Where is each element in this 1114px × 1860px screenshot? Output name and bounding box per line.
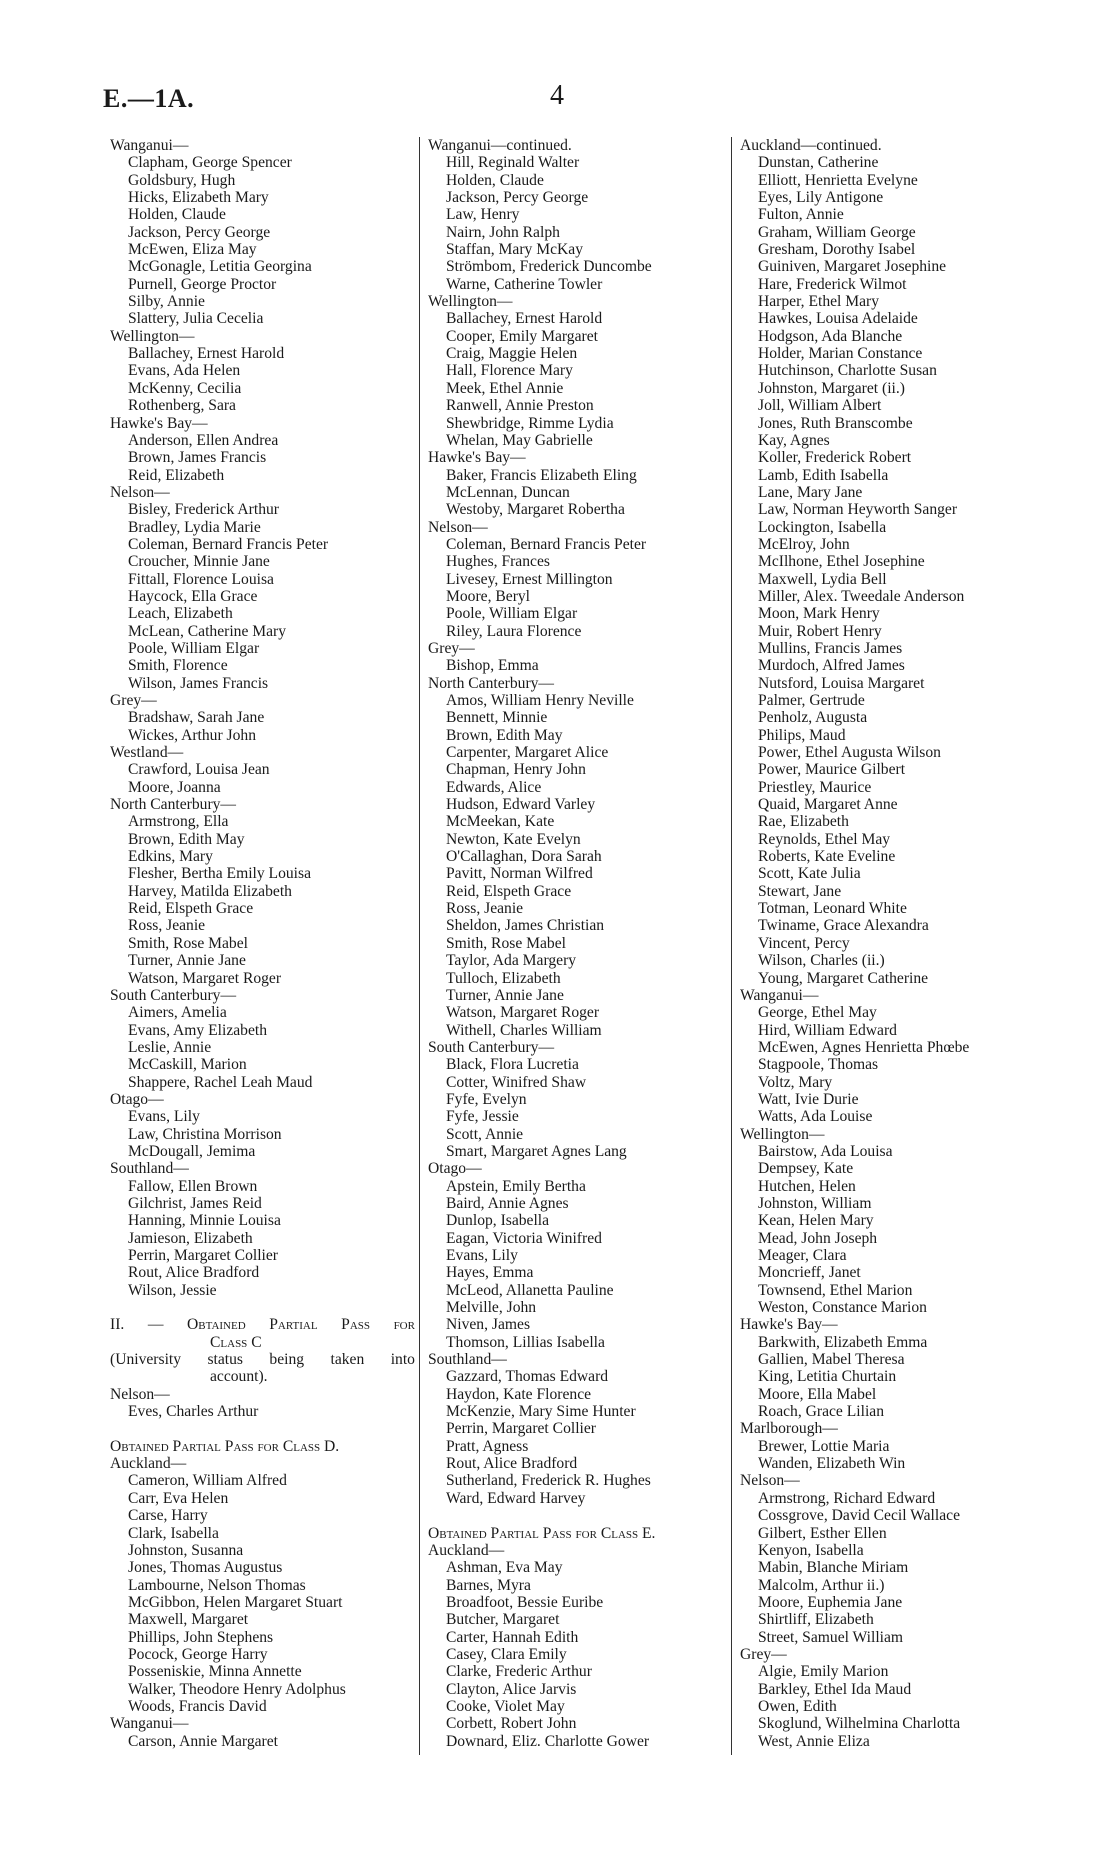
name-entry: Aimers, Amelia [128,1004,227,1022]
name-entry: O'Callaghan, Dora Sarah [446,848,602,866]
name-entry: Slattery, Julia Cecelia [128,310,264,328]
name-entry: McIlhone, Ethel Josephine [758,553,925,571]
heading-word: status [207,1351,243,1369]
name-entry: King, Letitia Churtain [758,1368,897,1386]
column-left [110,137,415,1750]
district-heading: Grey— [428,639,475,657]
name-entry: Barnes, Myra [446,1576,531,1594]
name-entry: Johnston, Susanna [128,1541,244,1559]
section-heading: Class C [210,1333,262,1351]
name-entry: Totman, Leonard White [758,900,907,918]
name-entry: Riley, Laura Florence [446,622,582,640]
name-entry: Ranwell, Annie Preston [446,397,594,415]
name-entry: Thomson, Lillias Isabella [446,1333,605,1351]
name-entry: Townsend, Ethel Marion [758,1281,913,1299]
district-heading: Hawke's Bay— [740,1316,838,1334]
name-entry: Wickes, Arthur John [128,726,257,744]
district-heading: Marlborough— [740,1420,838,1438]
name-entry: Ballachey, Ernest Harold [446,310,603,328]
district-heading: Wellington— [428,293,513,311]
name-entry: Crawford, Louisa Jean [128,761,270,779]
name-entry: Stewart, Jane [758,882,842,900]
name-entry: Turner, Annie Jane [446,986,564,1004]
name-entry: Cooper, Emily Margaret [446,327,598,345]
name-entry: McElroy, John [758,535,850,553]
name-entry: Tulloch, Elizabeth [446,969,561,987]
column-middle [428,137,733,1750]
district-heading: Southland— [110,1160,189,1178]
name-entry: Scott, Annie [446,1125,524,1143]
name-entry: Bairstow, Ada Louisa [758,1142,893,1160]
name-entry: Apstein, Emily Bertha [446,1177,586,1195]
name-entry: Edkins, Mary [128,848,213,866]
district-heading: Grey— [110,692,157,709]
name-entry: Hicks, Elizabeth Mary [128,189,269,207]
district-heading: South Canterbury— [428,1038,555,1056]
name-entry: Moore, Joanna [128,778,221,796]
name-entry: Amos, William Henry Neville [446,692,634,709]
name-entry: Barkwith, Elizabeth Emma [758,1333,928,1351]
name-entry: Newton, Kate Evelyn [446,830,581,848]
district-heading: Wanganui— [740,986,819,1004]
name-entry: Jamieson, Elizabeth [128,1229,253,1247]
district-heading: Grey— [740,1645,787,1663]
name-entry: Carpenter, Margaret Alice [446,744,609,762]
district-heading: Wanganui— [110,1715,189,1733]
name-entry: George, Ethel May [758,1004,877,1022]
name-entry: Croucher, Minnie Jane [128,553,270,571]
name-entry: Rout, Alice Bradford [128,1264,260,1282]
district-heading: Nelson— [428,518,488,536]
spacer [110,1420,415,1437]
name-entry: Casey, Clara Emily [446,1645,567,1663]
name-entry: Walker, Theodore Henry Adolphus [128,1680,346,1698]
name-entry: Mead, John Joseph [758,1229,878,1247]
name-entry: Algie, Emily Marion [758,1663,889,1681]
name-entry: Stagpoole, Thomas [758,1056,879,1074]
name-entry: Guiniven, Margaret Josephine [758,258,947,276]
name-entry: Street, Samuel William [758,1628,904,1646]
name-entry: Chapman, Henry John [446,761,586,779]
name-entry: Moore, Beryl [446,587,531,605]
name-entry: Brewer, Lottie Maria [758,1437,890,1455]
name-entry: Craig, Maggie Helen [446,345,578,363]
name-entry: Hudson, Edward Varley [446,796,596,814]
name-entry: Roberts, Kate Eveline [758,848,896,866]
name-entry: Strömbom, Frederick Duncombe [446,258,652,276]
name-entry: Hare, Frederick Wilmot [758,275,907,293]
district-heading: Wellington— [110,327,195,345]
name-entry: McGibbon, Helen Margaret Stuart [128,1593,343,1611]
name-entry: Moncrieff, Janet [758,1264,861,1282]
name-entry: Nutsford, Louisa Margaret [758,674,925,692]
name-entry: Nairn, John Ralph [446,223,560,241]
name-entry: Hanning, Minnie Louisa [128,1212,281,1230]
name-entry: Holder, Marian Constance [758,345,923,363]
name-entry: Penholz, Augusta [758,709,868,727]
name-entry: Staffan, Mary McKay [446,241,583,259]
name-entry: Black, Flora Lucretia [446,1056,579,1074]
name-entry: Warne, Catherine Towler [446,275,603,293]
name-entry: Johnston, William [758,1194,872,1212]
name-entry: McGonagle, Letitia Georgina [128,258,312,276]
name-entry: Hall, Florence Mary [446,362,573,380]
name-entry: Gilchrist, James Reid [128,1194,262,1212]
name-entry: Jackson, Percy George [446,189,589,207]
name-entry: Fyfe, Jessie [446,1108,519,1126]
name-entry: Lane, Mary Jane [758,483,863,501]
district-heading: Wanganui—continued. [428,137,572,154]
name-entry: McMeekan, Kate [446,813,555,831]
name-entry: Reid, Elizabeth [128,466,225,484]
name-entry: Butcher, Margaret [446,1611,560,1629]
name-entry: Hill, Reginald Walter [446,154,580,172]
section-note: account). [210,1368,268,1386]
heading-word: Obtained [187,1316,246,1334]
district-heading: Hawke's Bay— [110,414,208,432]
name-entry: Hutchen, Helen [758,1177,856,1195]
name-entry: Poole, William Elgar [128,639,260,657]
name-entry: Fyfe, Evelyn [446,1090,527,1108]
name-entry: Clayton, Alice Jarvis [446,1680,577,1698]
spacer [428,1507,733,1524]
name-entry: Reid, Elspeth Grace [128,900,254,918]
district-heading: Otago— [428,1160,482,1178]
heading-word: — [147,1316,164,1334]
name-entry: Hawkes, Louisa Adelaide [758,310,918,328]
name-entry: Perrin, Margaret Collier [446,1420,596,1438]
name-entry: Bradley, Lydia Marie [128,518,261,536]
name-entry: Anderson, Ellen Andrea [128,431,279,449]
name-entry: Bisley, Frederick Arthur [128,501,279,519]
name-entry: Turner, Annie Jane [128,952,246,970]
name-entry: Niven, James [446,1316,531,1334]
name-entry: Lockington, Isabella [758,518,887,536]
name-entry: Jones, Thomas Augustus [128,1559,283,1577]
name-entry: Cotter, Winifred Shaw [446,1073,587,1091]
name-entry: Palmer, Gertrude [758,692,865,709]
name-entry: Smith, Rose Mabel [446,934,566,952]
name-entry: Clarke, Frederic Arthur [446,1663,592,1681]
name-entry: Eagan, Victoria Winifred [446,1229,602,1247]
name-entry: Rout, Alice Bradford [446,1455,578,1473]
name-entry: Leach, Elizabeth [128,605,233,623]
name-entry: Elliott, Henrietta Evelyne [758,171,918,189]
name-entry: Evans, Lily [446,1247,518,1264]
district-heading: Otago— [110,1090,164,1108]
district-heading: Auckland—continued. [740,137,882,154]
name-entry: Clapham, George Spencer [128,154,292,172]
name-entry: Coleman, Bernard Francis Peter [128,535,329,553]
district-heading: Nelson— [110,1385,170,1403]
name-entry: Ross, Jeanie [128,917,206,935]
name-entry: Priestley, Maurice [758,778,872,796]
section-heading [110,1351,415,1368]
name-entry: Owen, Edith [758,1697,837,1715]
name-entry: Goldsbury, Hugh [128,171,236,189]
name-entry: Kenyon, Isabella [758,1541,864,1559]
name-entry: Hird, William Edward [758,1021,897,1039]
district-heading: Westland— [110,744,184,762]
name-entry: Wilson, Charles (ii.) [758,952,885,970]
name-entry: Melville, John [446,1299,537,1317]
name-entry: McEwen, Eliza May [128,241,257,259]
name-entry: Downard, Eliz. Charlotte Gower [446,1732,650,1750]
name-entry: Phillips, John Stephens [128,1628,274,1646]
name-entry: Rae, Elizabeth [758,813,849,831]
district-heading: Hawke's Bay— [428,449,526,467]
name-entry: Taylor, Ada Margery [446,952,577,970]
column-right [740,137,1080,1750]
name-entry: Armstrong, Ella [128,813,229,831]
name-entry: Meek, Ethel Annie [446,379,564,397]
name-entry: Gilbert, Esther Ellen [758,1524,887,1542]
name-entry: McKenzie, Mary Sime Hunter [446,1403,636,1421]
name-entry: Clark, Isabella [128,1524,219,1542]
district-heading: North Canterbury— [110,796,237,814]
name-entry: Shirtliff, Elizabeth [758,1611,874,1629]
heading-word: taken [330,1351,365,1369]
district-heading: South Canterbury— [110,986,237,1004]
name-entry: Carter, Hannah Edith [446,1628,579,1646]
name-entry: Eyes, Lily Antigone [758,189,884,207]
name-entry: Shewbridge, Rimme Lydia [446,414,614,432]
name-entry: Watt, Ivie Durie [758,1090,859,1108]
name-entry: Bennett, Minnie [446,709,548,727]
name-entry: Power, Ethel Augusta Wilson [758,744,941,762]
name-entry: McLean, Catherine Mary [128,622,287,640]
name-entry: Haydon, Kate Florence [446,1385,592,1403]
name-entry: Smart, Margaret Agnes Lang [446,1142,627,1160]
name-entry: Poole, William Elgar [446,605,578,623]
name-entry: Evans, Lily [128,1108,200,1126]
name-entry: Brown, Edith May [128,830,245,848]
name-entry: Livesey, Ernest Millington [446,570,613,588]
name-entry: Meager, Clara [758,1247,847,1264]
name-entry: Rothenberg, Sara [128,397,236,415]
name-entry: Quaid, Margaret Anne [758,796,898,814]
name-entry: Maxwell, Lydia Bell [758,570,887,588]
spacer [110,1299,415,1316]
name-entry: Evans, Amy Elizabeth [128,1021,268,1039]
name-entry: Smith, Rose Mabel [128,934,248,952]
heading-word: Partial [269,1316,318,1334]
name-entry: Cameron, William Alfred [128,1472,287,1490]
section-heading: Obtained Partial Pass for Class E. [428,1524,656,1542]
name-entry: Law, Christina Morrison [128,1125,282,1143]
name-entry: Cossgrove, David Cecil Wallace [758,1507,960,1525]
name-entry: West, Annie Eliza [758,1732,870,1750]
name-entry: Lambourne, Nelson Thomas [128,1576,306,1594]
name-entry: Philips, Maud [758,726,846,744]
name-entry: Joll, William Albert [758,397,882,415]
name-entry: Posseniskie, Minna Annette [128,1663,302,1681]
heading-word: into [390,1351,415,1369]
name-entry: Vincent, Percy [758,934,850,952]
name-entry: Leslie, Annie [128,1038,212,1056]
name-entry: McKenny, Cecilia [128,379,242,397]
name-entry: Haycock, Ella Grace [128,587,258,605]
heading-word: for [393,1316,415,1334]
name-entry: Kean, Helen Mary [758,1212,874,1230]
name-entry: Lamb, Edith Isabella [758,466,889,484]
section-heading: Obtained Partial Pass for Class D. [110,1437,340,1455]
name-entry: Roach, Grace Lilian [758,1403,884,1421]
name-entry: Power, Maurice Gilbert [758,761,906,779]
name-entry: McLeod, Allanetta Pauline [446,1281,614,1299]
name-entry: Skoglund, Wilhelmina Charlotta [758,1715,961,1733]
district-heading: Wanganui— [110,137,189,154]
name-entry: Maxwell, Margaret [128,1611,249,1629]
name-entry: Moore, Euphemia Jane [758,1593,903,1611]
name-entry: Westoby, Margaret Robertha [446,501,625,519]
name-entry: Voltz, Mary [758,1073,833,1091]
name-entry: Wanden, Elizabeth Win [758,1455,906,1473]
name-entry: Wilson, James Francis [128,674,269,692]
name-entry: Murdoch, Alfred James [758,657,905,675]
name-entry: Sheldon, James Christian [446,917,605,935]
name-entry: Baker, Francis Elizabeth Eling [446,466,637,484]
name-entry: Koller, Frederick Robert [758,449,912,467]
name-entry: Mullins, Francis James [758,639,903,657]
name-entry: Gresham, Dorothy Isabel [758,241,916,259]
name-entry: Jackson, Percy George [128,223,271,241]
heading-word: (University [110,1351,182,1369]
name-entry: Bishop, Emma [446,657,539,675]
name-entry: Miller, Alex. Tweedale Anderson [758,587,965,605]
name-entry: Pratt, Agness [446,1437,529,1455]
name-entry: Dunlop, Isabella [446,1212,550,1230]
district-heading: Wellington— [740,1125,825,1143]
name-entry: Shappere, Rachel Leah Maud [128,1073,313,1091]
name-entry: Moore, Ella Mabel [758,1385,877,1403]
district-heading: Nelson— [740,1472,800,1490]
name-entry: Carson, Annie Margaret [128,1732,278,1750]
name-entry: Woods, Francis David [128,1697,267,1715]
name-entry: Carse, Harry [128,1507,208,1525]
name-entry: Armstrong, Richard Edward [758,1489,936,1507]
name-entry: Perrin, Margaret Collier [128,1247,278,1264]
page-number: 4 [550,80,564,111]
name-entry: Johnston, Margaret (ii.) [758,379,905,397]
name-entry: Flesher, Bertha Emily Louisa [128,865,311,883]
name-entry: McDougall, Jemima [128,1142,256,1160]
name-entry: Weston, Constance Marion [758,1299,927,1317]
name-entry: Gallien, Mabel Theresa [758,1351,905,1369]
name-entry: Law, Norman Heyworth Sanger [758,501,958,519]
name-entry: Dempsey, Kate [758,1160,854,1178]
name-entry: Evans, Ada Helen [128,362,241,380]
heading-word: being [269,1351,305,1369]
name-entry: Muir, Robert Henry [758,622,882,640]
name-entry: McEwen, Agnes Henrietta Phœbe [758,1038,970,1056]
name-entry: Dunstan, Catherine [758,154,879,172]
name-entry: Silby, Annie [128,293,205,311]
name-entry: Withell, Charles William [446,1021,602,1039]
name-entry: Reid, Elspeth Grace [446,882,572,900]
name-entry: Whelan, May Gabrielle [446,431,593,449]
name-entry: Wilson, Jessie [128,1281,217,1299]
name-entry: Purnell, George Proctor [128,275,277,293]
name-entry: Smith, Florence [128,657,228,675]
name-entry: Ross, Jeanie [446,900,524,918]
name-entry: Moon, Mark Henry [758,605,880,623]
name-entry: Watson, Margaret Roger [446,1004,600,1022]
district-heading: Auckland— [110,1455,187,1473]
name-entry: Graham, William George [758,223,916,241]
name-entry: Fittall, Florence Louisa [128,570,274,588]
name-entry: Carr, Eva Helen [128,1489,229,1507]
section-heading [110,1316,415,1333]
district-heading: Southland— [428,1351,507,1369]
name-entry: Law, Henry [446,206,520,224]
name-entry: Mabin, Blanche Miriam [758,1559,909,1577]
name-entry: Broadfoot, Bessie Euribe [446,1593,604,1611]
name-entry: Bradshaw, Sarah Jane [128,709,265,727]
name-entry: Eves, Charles Arthur [128,1403,259,1421]
name-entry: Brown, James Francis [128,449,267,467]
name-entry: Fallow, Ellen Brown [128,1177,258,1195]
name-entry: Kay, Agnes [758,431,830,449]
name-entry: Malcolm, Arthur ii.) [758,1576,885,1594]
name-entry: Holden, Claude [446,171,544,189]
name-entry: McCaskill, Marion [128,1056,247,1074]
name-entry: Hayes, Emma [446,1264,534,1282]
name-entry: Holden, Claude [128,206,226,224]
name-entry: Coleman, Bernard Francis Peter [446,535,647,553]
name-entry: Baird, Annie Agnes [446,1194,569,1212]
name-entry: Hughes, Frances [446,553,550,571]
name-entry: Sutherland, Frederick R. Hughes [446,1472,651,1490]
name-entry: Brown, Edith May [446,726,563,744]
name-entry: Gazzard, Thomas Edward [446,1368,609,1386]
district-heading: Nelson— [110,483,170,501]
name-entry: Pavitt, Norman Wilfred [446,865,593,883]
name-entry: McLennan, Duncan [446,483,570,501]
name-entry: Pocock, George Harry [128,1645,268,1663]
district-heading: North Canterbury— [428,674,555,692]
name-entry: Watts, Ada Louise [758,1108,873,1126]
name-entry: Fulton, Annie [758,206,844,224]
name-entry: Corbett, Robert John [446,1715,577,1733]
name-entry: Ashman, Eva May [446,1559,563,1577]
column-divider [419,137,420,1755]
name-entry: Jones, Ruth Branscombe [758,414,913,432]
heading-word: II. [110,1316,125,1334]
name-entry: Ballachey, Ernest Harold [128,345,285,363]
name-entry: Twiname, Grace Alexandra [758,917,929,935]
name-entry: Edwards, Alice [446,778,542,796]
name-entry: Cooke, Violet May [446,1697,565,1715]
district-heading: Auckland— [428,1541,505,1559]
name-entry: Harper, Ethel Mary [758,293,880,311]
name-entry: Young, Margaret Catherine [758,969,929,987]
name-entry: Hutchinson, Charlotte Susan [758,362,937,380]
name-entry: Watson, Margaret Roger [128,969,282,987]
name-entry: Hodgson, Ada Blanche [758,327,903,345]
name-entry: Reynolds, Ethel May [758,830,891,848]
name-entry: Barkley, Ethel Ida Maud [758,1680,912,1698]
document-reference: E.—1A. [103,84,195,113]
name-entry: Ward, Edward Harvey [446,1489,586,1507]
heading-word: Pass [341,1316,370,1334]
name-entry: Scott, Kate Julia [758,865,861,883]
name-entry: Harvey, Matilda Elizabeth [128,882,292,900]
